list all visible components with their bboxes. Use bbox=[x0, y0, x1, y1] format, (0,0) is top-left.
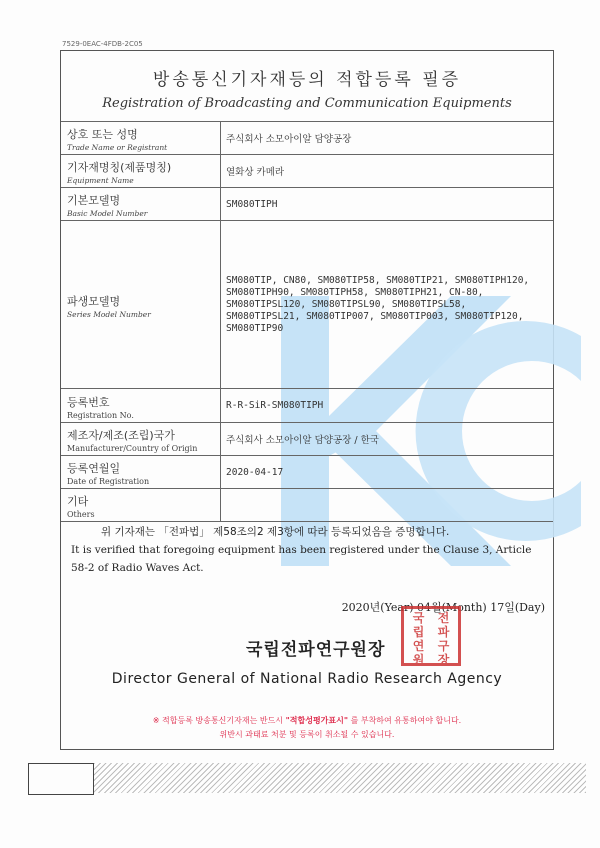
issuer-title-korean: 국립전파연구원장 bbox=[246, 640, 386, 660]
row-label-korean: 기타 bbox=[67, 495, 89, 508]
table-row bbox=[61, 423, 553, 456]
series-model-line: SM080TIP90 bbox=[226, 322, 284, 334]
row-label-english: Date of Registration bbox=[67, 477, 150, 486]
row-label-english: Registration No. bbox=[67, 410, 134, 420]
row-label-english: Equipment Name bbox=[67, 176, 134, 185]
row-label-english: Trade Name or Registrant bbox=[67, 143, 168, 152]
notice-line-1 bbox=[61, 714, 553, 728]
row-label-korean: 기본모델명 bbox=[67, 194, 121, 207]
seal-character: 구 bbox=[437, 639, 450, 653]
document-id: 7529-0EAC-4FDB-2C05 bbox=[62, 40, 143, 48]
series-model-value bbox=[221, 221, 554, 389]
official-seal bbox=[401, 606, 461, 666]
seal-character: 전 bbox=[437, 611, 450, 625]
compliance-notice bbox=[61, 714, 553, 742]
stamp-box bbox=[28, 763, 94, 795]
row-label-english: Basic Model Number bbox=[67, 209, 148, 218]
issue-date: 2020년(Year) 04월(Month) 17일(Day) bbox=[341, 601, 545, 614]
notice-prefix: ※ 적합등록 방송통신기자재는 반드시 bbox=[152, 716, 284, 725]
trade-name-value: 주식회사 소모아이알 담양공장 bbox=[221, 122, 554, 155]
row-label-korean: 등록번호 bbox=[67, 395, 110, 409]
seal-character: 장 bbox=[437, 653, 450, 667]
hatched-strip bbox=[94, 763, 586, 793]
series-model-line: SM080TIP, CN80, SM080TIP58, SM080TIP21, SM080TIPH120, bbox=[226, 274, 530, 286]
series-model-line: SM080TIPH90, SM080TIPH58, SM080TIPH21, CN-80, bbox=[226, 286, 484, 298]
registration-table bbox=[61, 121, 553, 522]
equipment-name-value: 열화상 카메라 bbox=[221, 155, 554, 188]
certificate-title-korean: 방송통신기자재등의 적합등록 필증 bbox=[152, 70, 462, 90]
basic-model-value: SM080TIPH bbox=[221, 188, 554, 221]
table-row bbox=[61, 122, 553, 155]
certificate-title-english: Registration of Broadcasting and Communication Equipments bbox=[102, 96, 512, 111]
seal-character: 립 bbox=[412, 625, 425, 639]
notice-suffix: 를 부착하여 유통하여야 합니다. bbox=[350, 716, 462, 725]
table-row bbox=[61, 389, 553, 423]
statement-english: It is verified that foregoing equipment has been registered under the Clause 3, Article 58-2 of Radio Waves Act. bbox=[71, 544, 532, 574]
row-label-english: Series Model Number bbox=[67, 309, 151, 319]
registration-date-value: 2020-04-17 bbox=[221, 456, 554, 489]
row-label-korean: 등록연월일 bbox=[67, 462, 121, 475]
series-model-line: SM080TIPSL21, SM080TIP007, SM080TIP003, SM080TIP120, bbox=[226, 310, 524, 322]
registration-number-value: R-R-SiR-SM080TIPH bbox=[221, 389, 554, 423]
seal-character: 연 bbox=[412, 639, 425, 653]
statement-korean: 위 기자재는 「전파법」 제58조의2 제3항에 따라 등록되었음을 증명합니다. bbox=[101, 526, 450, 538]
row-label-korean: 상호 또는 성명 bbox=[67, 128, 138, 141]
table-row bbox=[61, 188, 553, 221]
verification-statement bbox=[71, 523, 543, 577]
table-row bbox=[61, 456, 553, 489]
seal-character: 원 bbox=[412, 653, 425, 667]
series-model-line: SM080TIPSL120, SM080TIPSL90, SM080TIPSL58, bbox=[226, 298, 467, 310]
row-label-english: Others bbox=[67, 510, 95, 519]
row-label-english: Manufacturer/Country of Origin bbox=[67, 444, 198, 453]
table-row bbox=[61, 489, 553, 522]
issuer-title-english: Director General of National Radio Research Agency bbox=[111, 671, 503, 687]
others-value bbox=[221, 489, 554, 522]
manufacturer-value: 주식회사 소모아이알 담양공장 / 한국 bbox=[221, 423, 554, 456]
seal-character: 파 bbox=[437, 625, 450, 639]
table-row bbox=[61, 221, 553, 389]
row-label-korean: 기자재명칭(제품명칭) bbox=[67, 161, 172, 174]
row-label-korean: 제조자/제조(조립)국가 bbox=[67, 429, 175, 442]
row-label-korean: 파생모델명 bbox=[67, 294, 121, 308]
seal-character: 국 bbox=[412, 611, 425, 625]
notice-line-2: 위반시 과태료 처분 및 등록이 취소될 수 있습니다. bbox=[219, 730, 395, 739]
certificate-frame bbox=[60, 50, 554, 750]
table-row bbox=[61, 155, 553, 188]
notice-highlight: "적합성평가표시" bbox=[285, 716, 349, 725]
